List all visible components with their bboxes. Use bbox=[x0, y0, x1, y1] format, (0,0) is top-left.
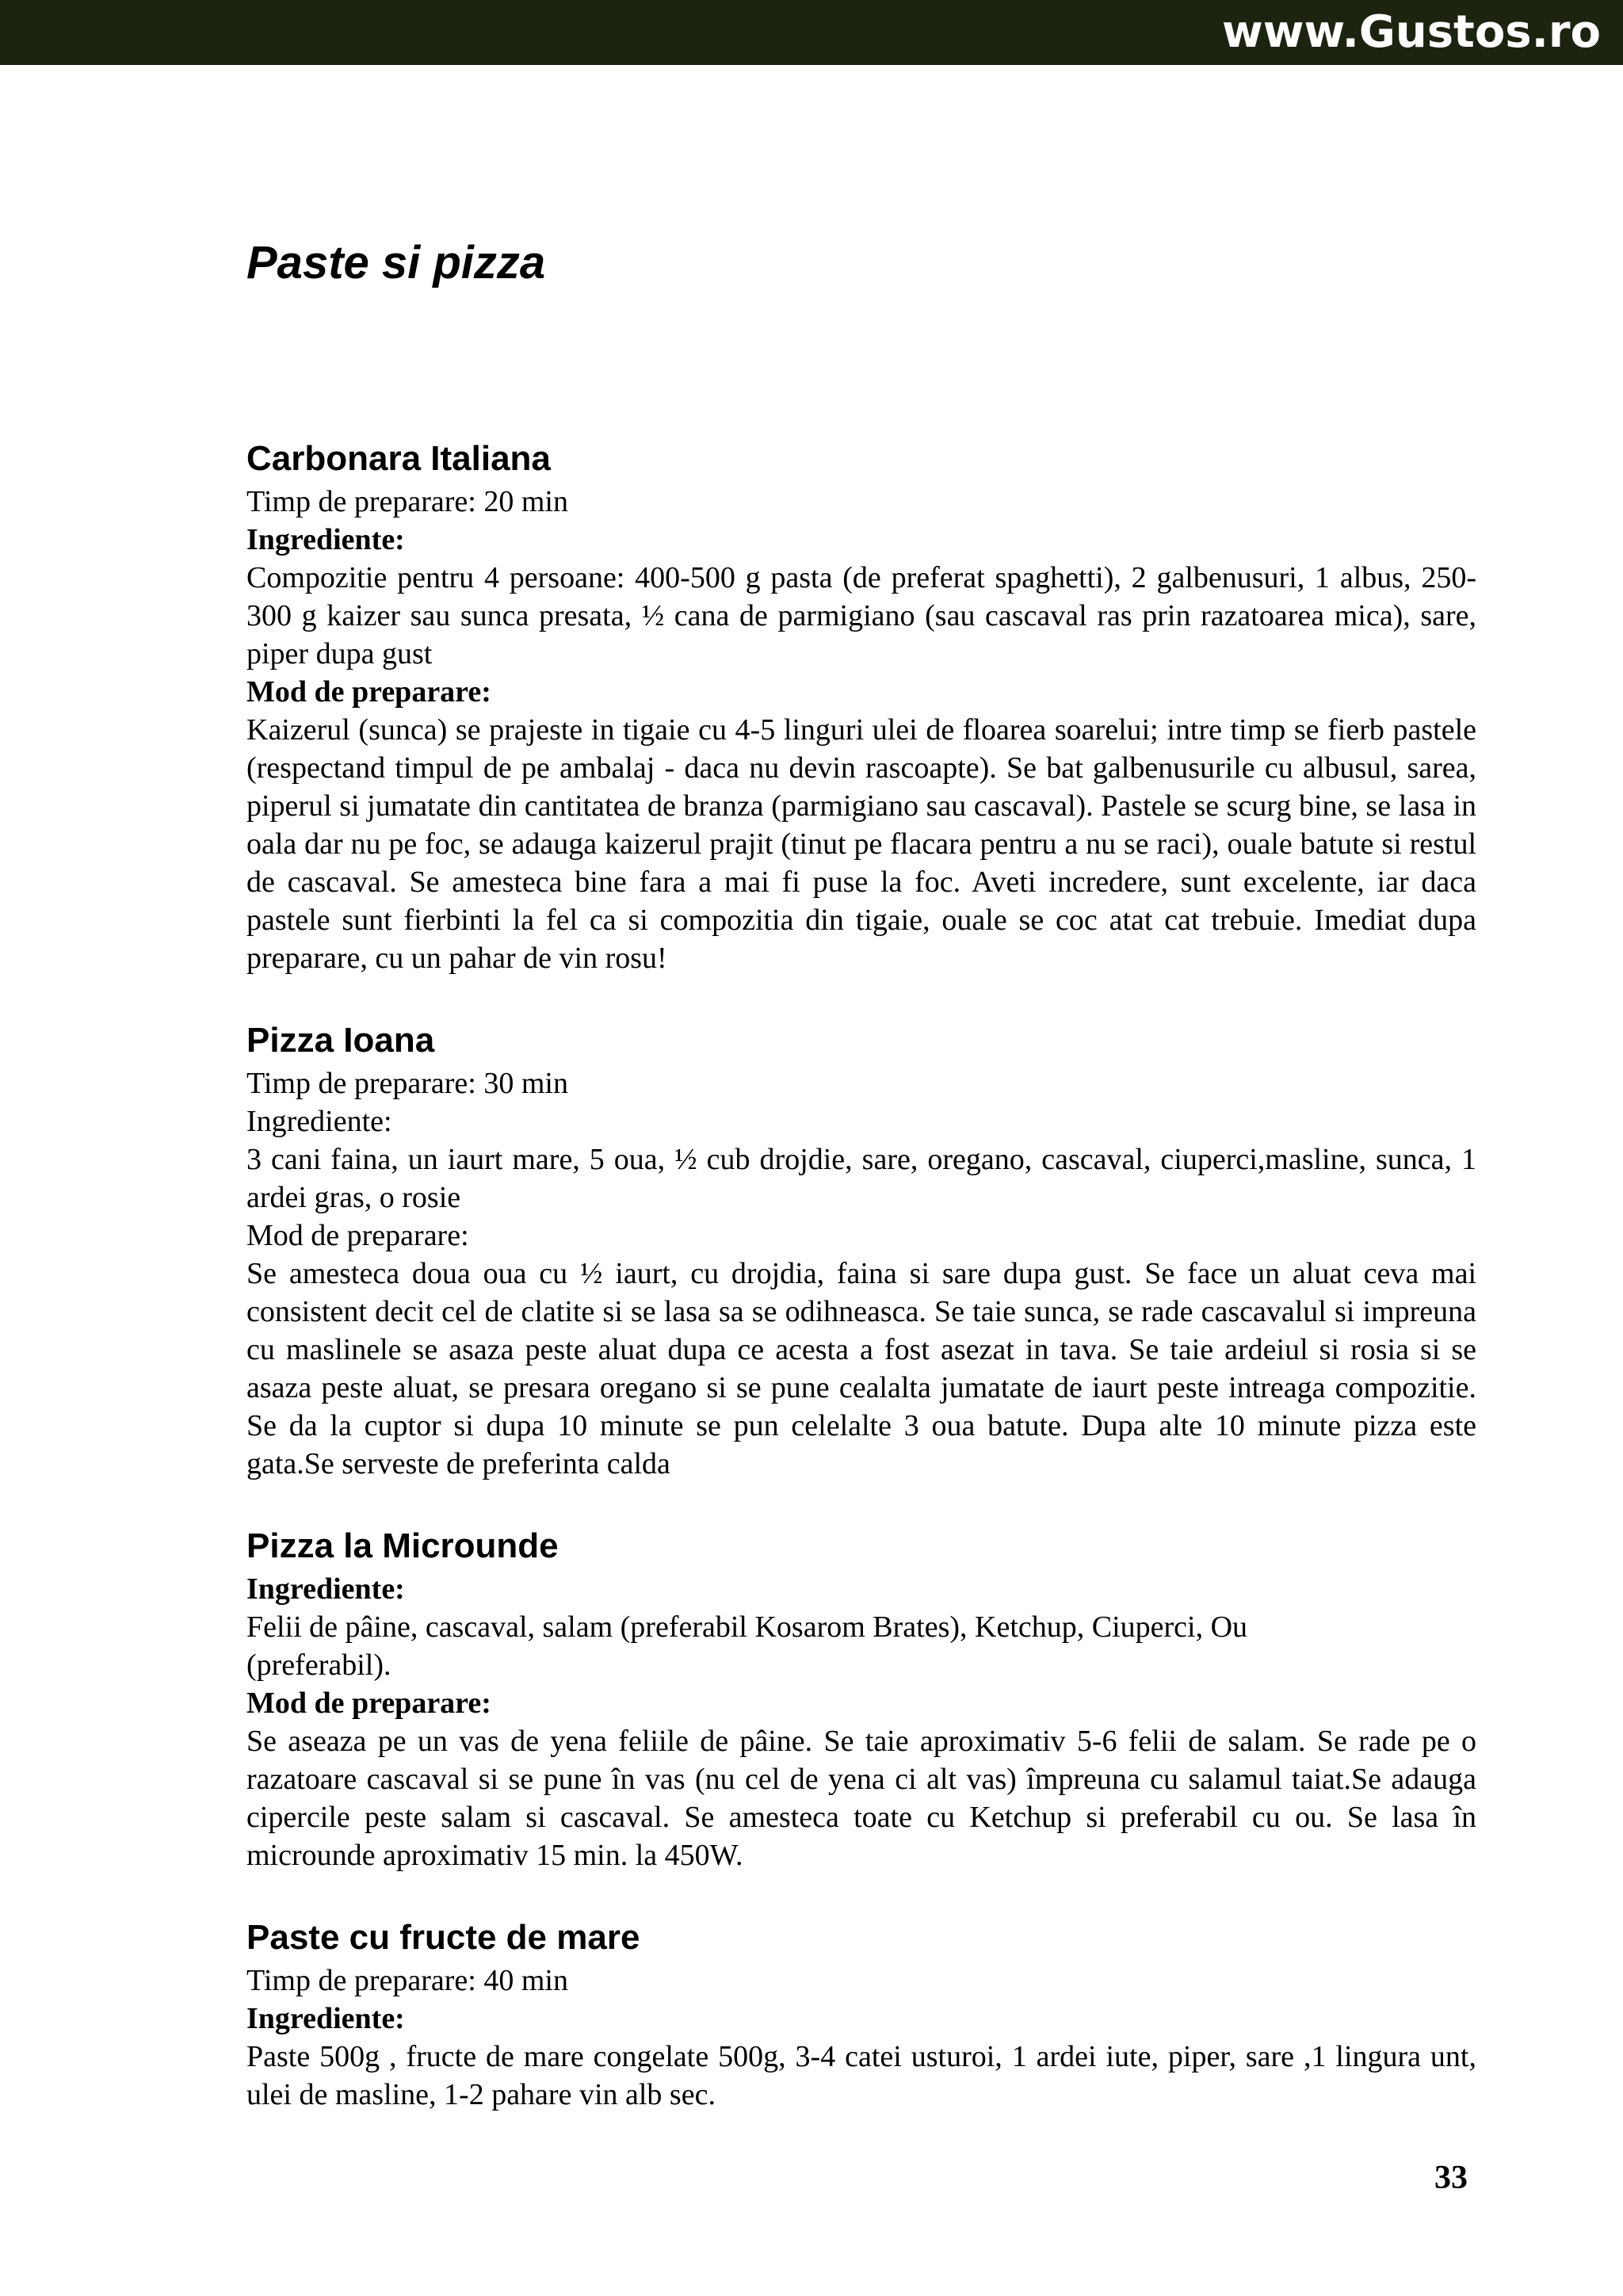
method-text: Se amesteca doua oua cu ½ iaurt, cu drojdia, faina si sare dupa gust. Se face un aluat ceva mai consistent decit cel de clatite si se lasa sa se odihneasca. Se taie sunca, se rade cascavalul si impreuna cu maslinele se asaza peste aluat dupa ce acesta a fost asezat in tava. Se taie ardeiul si rosia si se asaza peste aluat, se presara oregano si se pune cealalta jumatate de iaurt peste intreaga compozitie. Se da la cuptor si dupa 10 minute se pun celelalte 3 oua batute. Dupa alte 10 minute pizza este gata.Se serveste de preferinta calda bbox=[246, 1257, 1476, 1480]
ingredients-text: 3 cani faina, un iaurt mare, 5 oua, ½ cub drojdie, sare, oregano, cascaval, ciuperci,masline, sunca, 1 ardei gras, o rosie bbox=[246, 1143, 1476, 1214]
prep-time: Timp de preparare: 30 min bbox=[246, 1067, 568, 1100]
prep-time: Timp de preparare: 20 min bbox=[246, 485, 568, 518]
recipe-pizza-ioana bbox=[246, 1017, 1476, 1483]
recipe-title: Pizza Ioana bbox=[246, 1021, 435, 1060]
ingredients-label: Ingrediente: bbox=[246, 1105, 392, 1138]
ingredients-label: Ingrediente: bbox=[246, 2002, 405, 2035]
site-url: www.Gustos.ro bbox=[1222, 6, 1601, 58]
page-title: Paste si pizza bbox=[246, 237, 546, 288]
prep-time: Timp de preparare: 40 min bbox=[246, 1964, 568, 1997]
recipe-title: Carbonara Italiana bbox=[246, 439, 551, 478]
recipes-section bbox=[246, 435, 1476, 2114]
ingredients-text: Paste 500g , fructe de mare congelate 500g, 3-4 catei usturoi, 1 ardei iute, piper, sare ,1 lingura unt, ulei de masline, 1-2 pahare vin alb sec. bbox=[246, 2040, 1476, 2111]
method-label: Mod de preparare: bbox=[246, 1219, 469, 1252]
method-label: Mod de preparare: bbox=[246, 1687, 491, 1720]
method-text: Se aseaza pe un vas de yena feliile de pâine. Se taie aproximativ 5-6 felii de salam. Se rade pe o razatoare cascaval si se pune în vas (nu cel de yena ci alt vas) împreuna cu salamul taiat.Se adauga cipercile peste salam si cascaval. Se amesteca toate cu Ketchup si preferabil cu ou. Se lasa în microunde aproximativ 15 min. la 450W. bbox=[246, 1725, 1476, 1872]
method-text: Kaizerul (sunca) se prajeste in tigaie cu 4-5 linguri ulei de floarea soarelui; intre timp se fierb pastele (respectand timpul de pe ambalaj - daca nu devin rascoapte). Se bat galbenusurile cu albusul, sarea, piperul si jumatate din cantitatea de branza (parmigiano sau cascaval). Pastele se scurg bine, se lasa in oala dar nu pe foc, se adauga kaizerul prajit (tinut pe flacara pentru a nu se raci), ouale batute si restul de cascaval. Se amesteca bine fara a mai fi puse la foc. Aveti incredere, sunt excelente, iar daca pastele sunt fierbinti la fel ca si compozitia din tigaie, ouale se coc atat cat trebuie. Imediat dupa preparare, cu un pahar de vin rosu! bbox=[246, 713, 1476, 975]
page-number: 33 bbox=[1434, 2160, 1468, 2196]
recipe-carbonara-italiana bbox=[246, 435, 1476, 977]
recipe-pizza-la-microunde bbox=[246, 1522, 1476, 1874]
ingredients-line: Felii de pâine, cascaval, salam (preferabil Kosarom Brates), Ketchup, Ciuperci, Ou bbox=[246, 1610, 1248, 1644]
method-label: Mod de preparare: bbox=[246, 675, 491, 709]
recipe-title: Pizza la Microunde bbox=[246, 1526, 559, 1565]
recipe-paste-cu-fructe-de-mare bbox=[246, 1914, 1476, 2114]
recipe-title: Paste cu fructe de mare bbox=[246, 1918, 640, 1957]
ingredients-line: (preferabil). bbox=[246, 1648, 391, 1682]
header-bar bbox=[0, 0, 1623, 65]
ingredients-label: Ingrediente: bbox=[246, 523, 405, 556]
ingredients-text: Compozitie pentru 4 persoane: 400-500 g pasta (de preferat spaghetti), 2 galbenusuri, 1 albus, 250-300 g kaizer sau sunca presata, ½ cana de parmigiano (sau cascaval ras prin razatoarea mica), sare, piper dupa gust bbox=[246, 561, 1476, 670]
ingredients-label: Ingrediente: bbox=[246, 1572, 405, 1606]
